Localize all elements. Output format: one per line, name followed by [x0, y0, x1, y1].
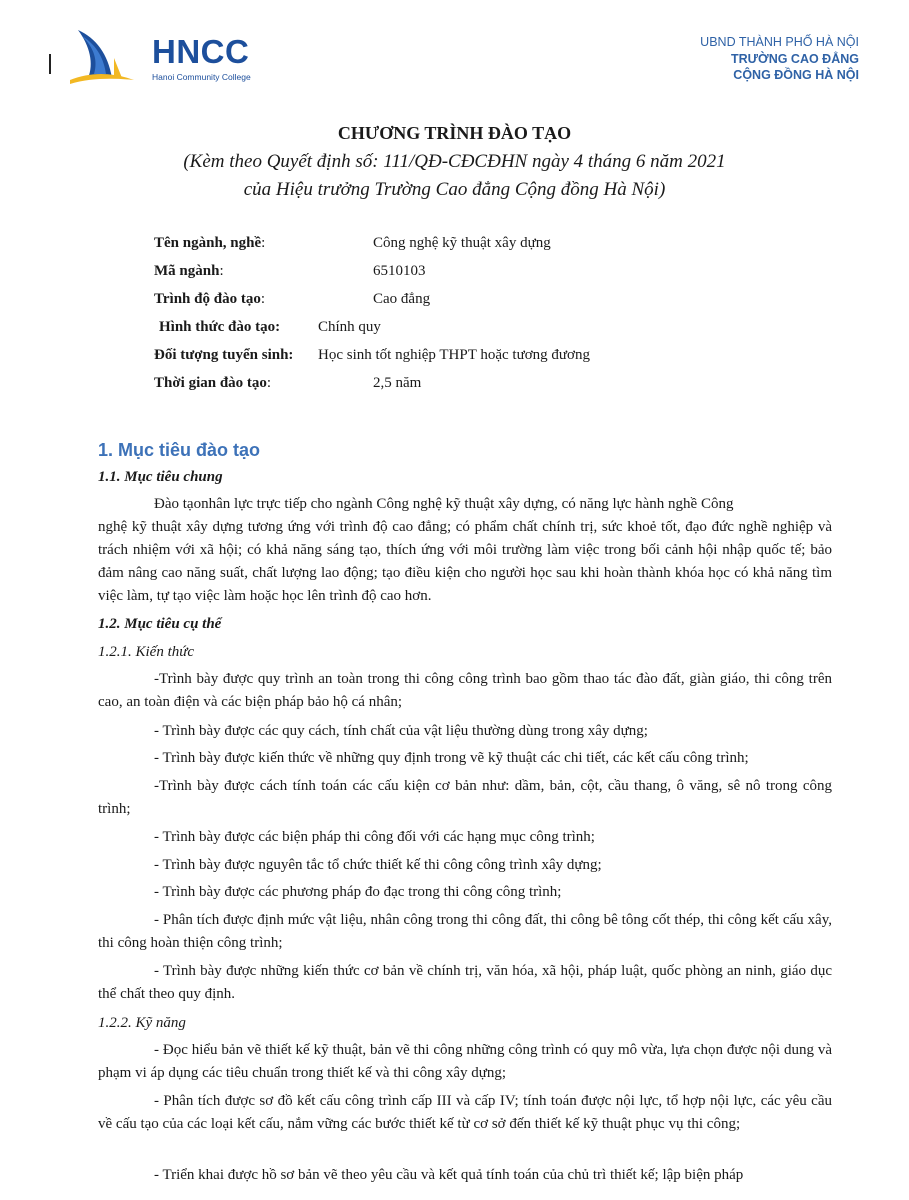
- info-label: Mã ngành:: [154, 263, 224, 279]
- paragraph-knowledge-1: -Trình bày được quy trình an toàn trong thi công công trình bao gồm thao tác đào đất, giàn giáo, thi công trên cao, an toàn điện và các biện pháp bảo hộ cá nhân;: [98, 671, 832, 710]
- paragraph-knowledge-9: - Trình bày được những kiến thức cơ bản về chính trị, văn hóa, xã hội, pháp luật, quốc phòng an ninh, giáo dục thể chất theo quy định.: [98, 963, 832, 1002]
- sail-logo-icon: [68, 28, 136, 86]
- organization-name: [700, 34, 859, 84]
- paragraph-knowledge-5: - Trình bày được các biện pháp thi công đối với các hạng mục công trình;: [154, 829, 595, 845]
- decision-reference-line-2: của Hiệu trưởng Trường Cao đẳng Cộng đồng Hà Nội): [243, 179, 666, 200]
- paragraph-knowledge-4: -Trình bày được cách tính toán các cấu kiện cơ bản như: dầm, bản, cột, cầu thang, ô văng, sê nô trong công trình;: [98, 778, 832, 817]
- subsection-heading-general: 1.1. Mục tiêu chung: [98, 469, 223, 485]
- subsection-heading-knowledge: 1.2.1. Kiến thức: [98, 644, 195, 660]
- info-label: Đối tượng tuyển sinh:: [154, 347, 294, 363]
- logo-subtitle: Hanoi Community College: [152, 72, 251, 82]
- info-label: Hình thức đào tạo:: [159, 319, 281, 335]
- info-value: Học sinh tốt nghiệp THPT hoặc tương đương: [318, 347, 590, 363]
- org-line-2: TRƯỜNG CAO ĐẲNG: [731, 51, 859, 66]
- info-value: 2,5 năm: [373, 375, 422, 391]
- section-heading: 1. Mục tiêu đào tạo: [98, 440, 261, 460]
- college-logo: [68, 28, 258, 88]
- subsection-heading-specific: 1.2. Mục tiêu cụ thể: [98, 616, 222, 632]
- info-label: Thời gian đào tạo:: [154, 375, 272, 391]
- paragraph-knowledge-7: - Trình bày được các phương pháp đo đạc trong thi công công trình;: [154, 884, 562, 900]
- paragraph-knowledge-8: - Phân tích được định mức vật liệu, nhân công trong thi công đất, thi công bê tông cốt thép, thi công kết cấu xây, thi công hoàn thiện công trình;: [98, 912, 832, 951]
- info-value: Công nghệ kỹ thuật xây dựng: [373, 235, 551, 251]
- document-title: CHƯƠNG TRÌNH ĐÀO TẠO: [337, 123, 572, 143]
- org-line-3: CỘNG ĐỒNG HÀ NỘI: [733, 68, 859, 82]
- logo-wordmark: HNCC: [152, 33, 250, 70]
- paragraph-knowledge-2: - Trình bày được các quy cách, tính chất của vật liệu thường dùng trong xây dựng;: [154, 723, 648, 739]
- text-cursor: [49, 54, 51, 74]
- decision-reference-line-1: (Kèm theo Quyết định số: 111/QĐ-CĐCĐHN ngày 4 tháng 6 năm 2021: [183, 151, 726, 172]
- paragraph-general-objective: Đào tạonhân lực trực tiếp cho ngành Công nghệ kỹ thuật xây dựng, có năng lực hành nghề Công nghệ kỹ thuật xây dựng tương ứng với trình độ cao đẳng; có phẩm chất chính trị, sức khoẻ tốt, đạo đức nghề nghiệp và trách nhiệm với xã hội; có khả năng sáng tạo, thích ứng với môi trường làm việc trong bối cảnh hội nhập quốc tế; bảo đảm nâng cao năng suất, chất lượng lao động; tạo điều kiện cho người học sau khi hoàn thành khóa học có khả năng tìm việc làm, tự tạo việc làm hoặc học lên trình độ cao hơn.: [98, 496, 832, 604]
- paragraph-skill-1: - Đọc hiểu bản vẽ thiết kế kỹ thuật, bản vẽ thi công những công trình có quy mô vừa, lựa chọn được nội dung và phạm vi áp dụng các tiêu chuẩn trong thiết kế và thi công xây dựng;: [98, 1042, 832, 1081]
- info-label: Tên ngành, nghề:: [154, 235, 266, 251]
- paragraph-knowledge-6: - Trình bày được nguyên tắc tổ chức thiết kế thi công công trình xây dựng;: [154, 857, 602, 873]
- subsection-heading-skills: 1.2.2. Kỹ năng: [98, 1015, 186, 1031]
- paragraph-knowledge-3: - Trình bày được kiến thức về những quy định trong vẽ kỹ thuật các chi tiết, các kết cấu công trình;: [154, 750, 749, 766]
- paragraph-skill-3: - Triển khai được hồ sơ bản vẽ theo yêu cầu và kết quả tính toán của chủ trì thiết kế; lập biện pháp: [154, 1167, 744, 1183]
- paragraph-skill-2: - Phân tích được sơ đồ kết cấu công trình cấp III và cấp IV; tính toán được nội lực, tổ hợp nội lực, các yêu cầu về cấu tạo của các loại kết cấu, nắm vững các bước thiết kế từ cơ sở đến thiết kế kỹ thuật phục vụ thi công;: [98, 1093, 832, 1132]
- info-value: Cao đẳng: [373, 291, 431, 307]
- org-line-1: UBND THÀNH PHỐ HÀ NỘI: [700, 35, 859, 49]
- info-value: 6510103: [373, 263, 426, 279]
- info-value: Chính quy: [318, 319, 381, 335]
- info-label: Trình độ đào tạo:: [154, 291, 266, 307]
